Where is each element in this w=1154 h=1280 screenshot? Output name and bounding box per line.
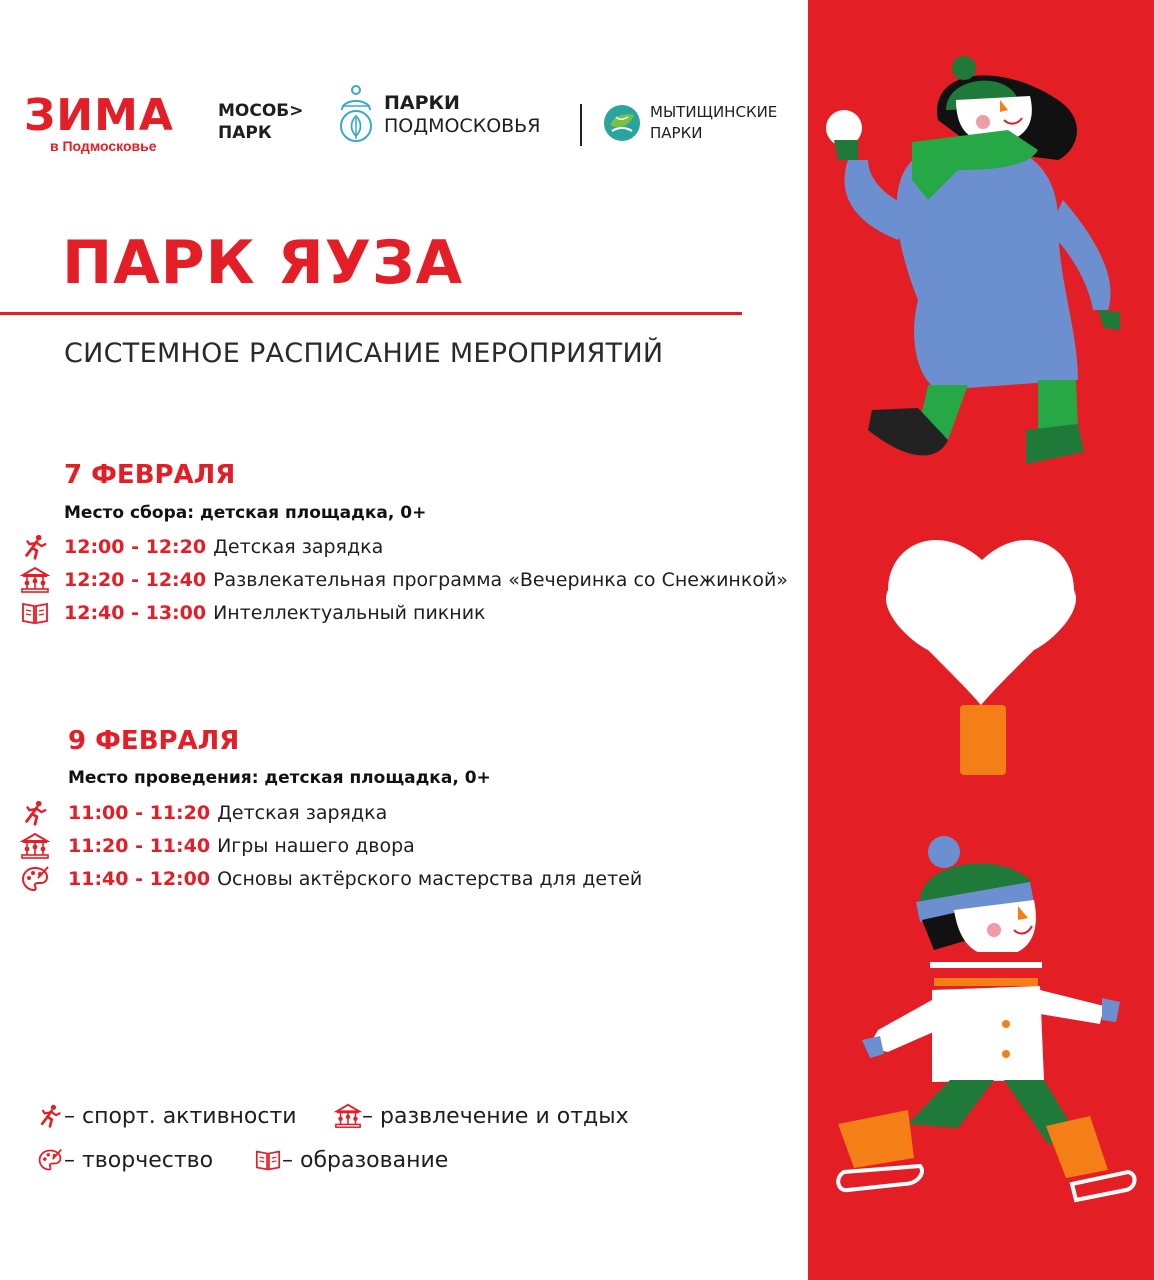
legend-art bbox=[36, 1146, 213, 1174]
carousel-icon bbox=[20, 565, 50, 595]
event-name: Детская зарядка bbox=[217, 801, 388, 824]
event-name: Интеллектуальный пикник bbox=[213, 601, 486, 624]
parki-logo-line1: ПАРКИ bbox=[384, 92, 460, 114]
zima-logo-main: ЗИМА bbox=[24, 90, 174, 141]
mosobpark-logo bbox=[218, 100, 304, 144]
legend-edu-label: – образование bbox=[282, 1147, 449, 1173]
mosobpark-logo-line1: МОСОБ> bbox=[218, 101, 304, 121]
myt-logo-line2: ПАРКИ bbox=[650, 124, 703, 142]
day-place: Место проведения: детская площадка, 0+ bbox=[68, 768, 491, 788]
carousel-icon bbox=[334, 1102, 362, 1130]
event-name: Детская зарядка bbox=[213, 535, 384, 558]
page-title: ПАРК ЯУЗА bbox=[62, 228, 464, 298]
mytishchi-parks-logo bbox=[602, 102, 777, 144]
legend-sport bbox=[36, 1102, 297, 1130]
runner-icon bbox=[36, 1102, 64, 1130]
event-list bbox=[20, 796, 642, 895]
zima-logo bbox=[24, 92, 174, 154]
event-name: Игры нашего двора bbox=[217, 834, 415, 857]
event-time: 12:00 - 12:20 bbox=[64, 535, 207, 558]
winter-illustration bbox=[808, 0, 1154, 1280]
event-row bbox=[20, 862, 642, 895]
page-subtitle: СИСТЕМНОЕ РАСПИСАНИЕ МЕРОПРИЯТИЙ bbox=[64, 338, 664, 369]
parki-logo-line2: ПОДМОСКОВЬЯ bbox=[384, 115, 541, 137]
carousel-icon bbox=[20, 831, 50, 861]
legend-fun bbox=[334, 1102, 629, 1130]
decorative-band bbox=[808, 0, 1154, 1280]
snowy-tree-illustration bbox=[886, 540, 1076, 775]
palette-icon bbox=[36, 1146, 64, 1174]
event-time: 11:00 - 11:20 bbox=[68, 801, 211, 824]
book-icon bbox=[254, 1146, 282, 1174]
event-name: Развлекательная программа «Вечеринка со Снежинкой» bbox=[213, 568, 788, 591]
book-icon bbox=[20, 598, 50, 628]
legend-fun-label: – развлечение и отдых bbox=[362, 1103, 629, 1129]
day-date: 9 ФЕВРАЛЯ bbox=[68, 726, 240, 756]
mosobpark-logo-line2: ПАРК bbox=[218, 123, 272, 143]
day-date: 7 ФЕВРАЛЯ bbox=[64, 460, 236, 490]
runner-icon bbox=[20, 798, 50, 828]
event-row bbox=[20, 596, 788, 629]
hat-leaf-icon bbox=[336, 84, 376, 146]
girl-snowball-illustration bbox=[826, 56, 1120, 464]
event-time: 11:20 - 11:40 bbox=[68, 834, 211, 857]
event-row bbox=[20, 796, 642, 829]
parki-podmoskovya-logo bbox=[336, 84, 540, 146]
event-time: 11:40 - 12:00 bbox=[68, 867, 211, 890]
legend-art-label: – творчество bbox=[64, 1147, 214, 1173]
logo-divider bbox=[580, 104, 582, 146]
event-name: Основы актёрского мастерства для детей bbox=[217, 867, 643, 890]
event-row bbox=[20, 530, 788, 563]
palette-icon bbox=[20, 864, 50, 894]
title-underline bbox=[0, 312, 742, 315]
event-row bbox=[20, 563, 788, 596]
legend-sport-label: – спорт. активности bbox=[64, 1103, 297, 1129]
leaf-circle-icon bbox=[602, 103, 642, 143]
day-block-feb9 bbox=[68, 726, 239, 756]
zima-logo-sub: в Подмосковье bbox=[50, 138, 157, 154]
myt-logo-line1: МЫТИЩИНСКИЕ bbox=[650, 103, 778, 121]
event-row bbox=[20, 829, 642, 862]
event-time: 12:40 - 13:00 bbox=[64, 601, 207, 624]
boy-skating-illustration bbox=[838, 836, 1135, 1200]
event-time: 12:20 - 12:40 bbox=[64, 568, 207, 591]
day-block-feb7 bbox=[64, 460, 235, 490]
legend-edu bbox=[254, 1146, 448, 1174]
event-list bbox=[20, 530, 788, 629]
runner-icon bbox=[20, 532, 50, 562]
day-place: Место сбора: детская площадка, 0+ bbox=[64, 503, 427, 523]
